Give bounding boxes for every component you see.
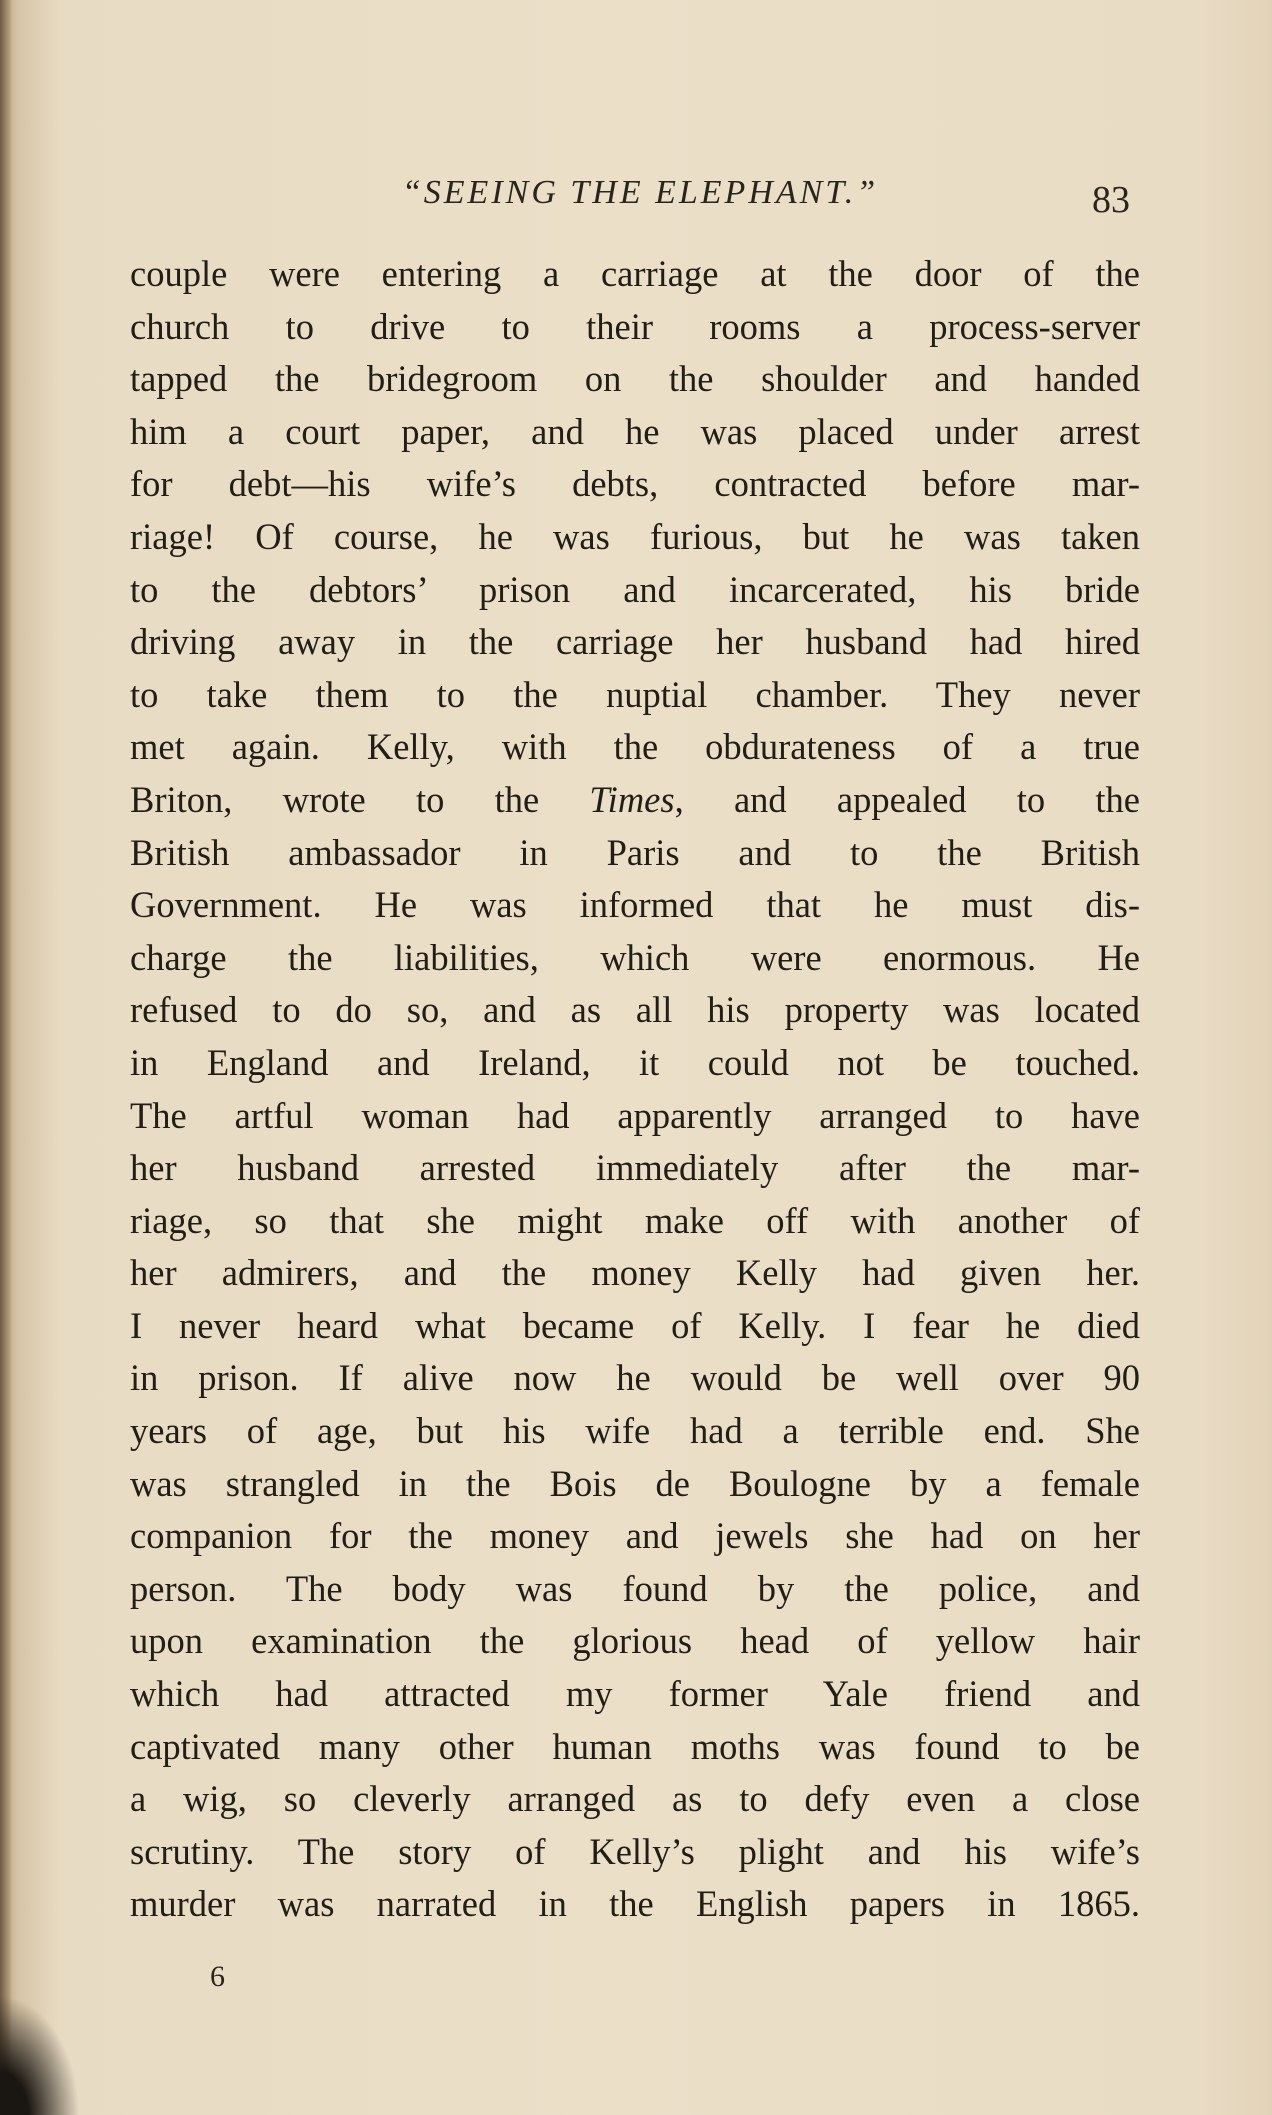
text-line: scrutiny. The story of Kelly’s plight and his wife’s — [130, 1830, 1140, 1872]
text-line: I never heard what became of Kelly. I fear he died — [130, 1304, 1140, 1346]
gutter-shadow — [0, 0, 12, 2115]
text-line: him a court paper, and he was placed under arrest — [130, 410, 1140, 452]
text-line: tapped the bridegroom on the shoulder and handed — [130, 358, 1140, 400]
text-line: riage! Of course, he was furious, but he was taken — [130, 515, 1140, 557]
text-line: person. The body was found by the police, and — [130, 1567, 1140, 1609]
text-line: murder was narrated in the English papers in 1865. — [130, 1883, 1140, 1925]
text-line: couple were entering a carriage at the door of the — [130, 253, 1140, 294]
text-line: Government. He was informed that he must dis- — [130, 884, 1140, 926]
text-line: riage, so that she might make off with another of — [130, 1199, 1140, 1241]
text-line: in prison. If alive now he would be well over 90 — [130, 1357, 1140, 1399]
text-line: charge the liabilities, which were enormous. He — [130, 936, 1140, 978]
body-text — [130, 248, 1140, 1931]
text-line: which had attracted my former Yale friend and — [130, 1673, 1140, 1715]
text-line: companion for the money and jewels she had on her — [130, 1515, 1140, 1557]
signature-mark: 6 — [210, 1960, 225, 1993]
text-line: her admirers, and the money Kelly had given her. — [130, 1252, 1140, 1294]
corner-shadow — [0, 1995, 80, 2115]
text-line: church to drive to their rooms a process-server — [130, 305, 1140, 347]
text-line: upon examination the glorious head of yellow hair — [130, 1620, 1140, 1662]
newspaper-title: Times — [589, 778, 675, 820]
text-line: to take them to the nuptial chamber. They never — [130, 673, 1140, 715]
text-line: her husband arrested immediately after the mar- — [130, 1147, 1140, 1189]
text-line: British ambassador in Paris and to the British — [130, 831, 1140, 873]
page-number: 83 — [1092, 179, 1130, 221]
text-line: was strangled in the Bois de Boulogne by a female — [130, 1462, 1140, 1504]
text-line: a wig, so cleverly arranged as to defy even a close — [130, 1778, 1140, 1820]
text-line: to the debtors’ prison and incarcerated, his bride — [130, 568, 1140, 610]
running-title: “SEEING THE ELEPHANT.” — [401, 174, 879, 211]
text-line: driving away in the carriage her husband had hired — [130, 621, 1140, 663]
text-line: The artful woman had apparently arranged to have — [130, 1094, 1140, 1136]
text-line-with-italic: Briton, wrote to the Times, and appealed to the — [130, 778, 1140, 820]
text-line: years of age, but his wife had a terrible end. She — [130, 1410, 1140, 1452]
text-line: refused to do so, and as all his property was located — [130, 989, 1140, 1031]
text-line: in England and Ireland, it could not be touched. — [130, 1041, 1140, 1083]
text-line: captivated many other human moths was found to be — [130, 1725, 1140, 1767]
text-line: met again. Kelly, with the obdurateness of a true — [130, 726, 1140, 768]
text-line: for debt—his wife’s debts, contracted before mar- — [130, 463, 1140, 505]
